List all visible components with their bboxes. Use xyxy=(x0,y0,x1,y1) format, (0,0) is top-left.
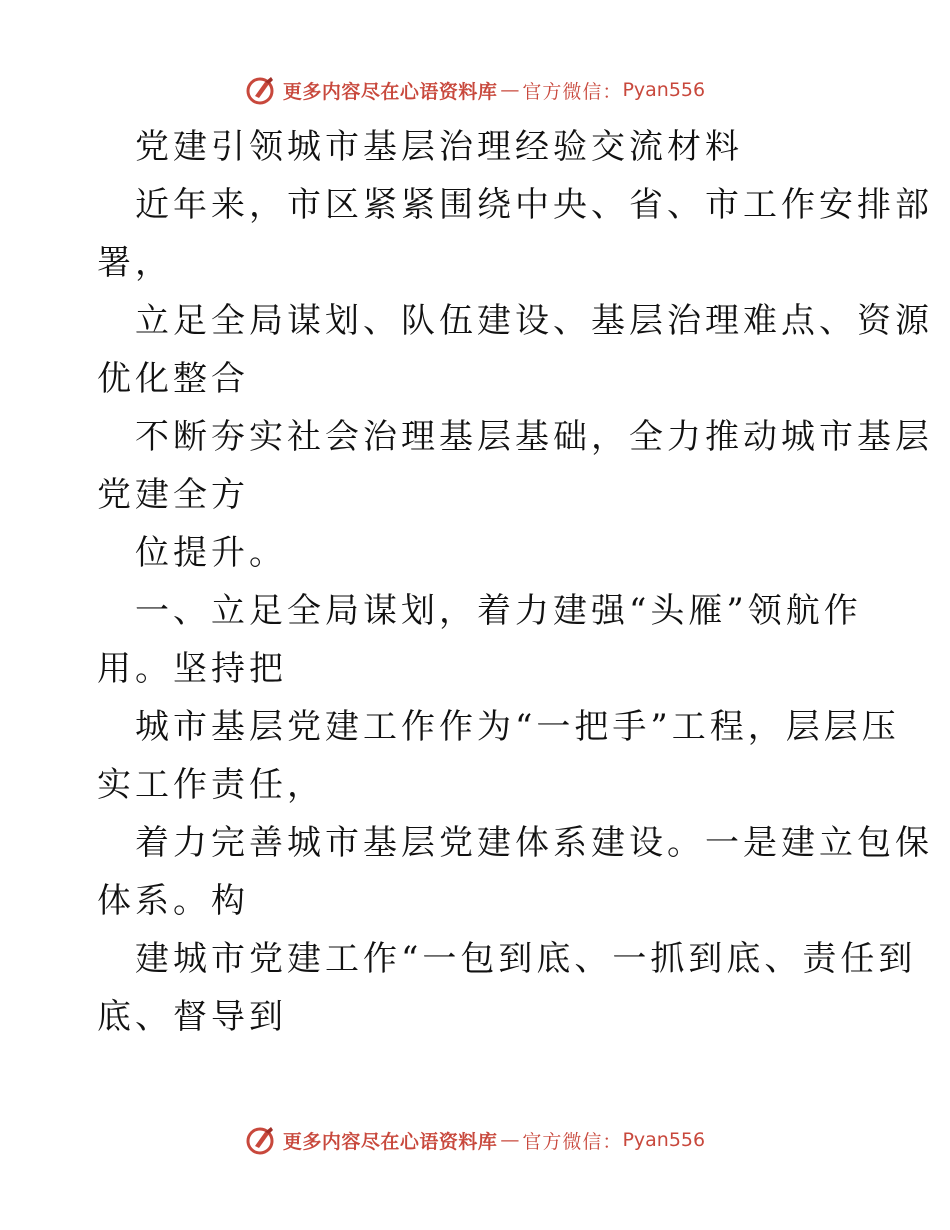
watermark-main-text: 更多内容尽在心语资料库 xyxy=(282,1130,498,1153)
paragraph-line: 近年来，市区紧紧围绕中央、省、市工作安排部 xyxy=(135,185,933,225)
paragraph-line: 底、督导到 xyxy=(97,997,287,1037)
document-body xyxy=(97,118,933,1046)
watermark-wechat-id: Pyan556 xyxy=(622,1129,706,1151)
watermark-main-text: 更多内容尽在心语资料库 xyxy=(282,80,498,103)
paragraph-line: 署， xyxy=(97,243,173,283)
paragraph-line: 建城市党建工作“一包到底、一抓到底、责任到 xyxy=(135,939,917,979)
paragraph-line: 一、立足全局谋划，着力建强“头雁”领航作 xyxy=(135,591,862,631)
document-title: 党建引领城市基层治理经验交流材料 xyxy=(135,127,743,167)
watermark-sub-text: 官方微信： xyxy=(522,80,623,103)
paragraph-line: 立足全局谋划、队伍建设、基层治理难点、资源 xyxy=(135,301,933,341)
paragraph-line: 实工作责任， xyxy=(97,765,325,805)
paragraph-line: 体系。构 xyxy=(97,881,249,921)
watermark-wechat-id: Pyan556 xyxy=(622,79,706,101)
paragraph-line: 着力完善城市基层党建体系建设。一是建立包保 xyxy=(135,823,933,863)
brand-logo-icon xyxy=(245,74,277,106)
paragraph-line: 优化整合 xyxy=(97,359,249,399)
watermark-separator: — xyxy=(500,1129,520,1151)
footer-watermark xyxy=(0,1120,950,1160)
watermark-separator: — xyxy=(500,79,520,101)
paragraph-line: 用。坚持把 xyxy=(97,649,287,689)
paragraph-line: 城市基层党建工作作为“一把手”工程，层层压 xyxy=(135,707,900,747)
header-watermark xyxy=(0,70,950,110)
paragraph-line: 位提升。 xyxy=(135,533,287,573)
paragraph-line: 不断夯实社会治理基层基础，全力推动城市基层 xyxy=(135,417,933,457)
brand-logo-icon xyxy=(245,1124,277,1156)
watermark-sub-text: 官方微信： xyxy=(522,1130,623,1153)
paragraph-line: 党建全方 xyxy=(97,475,249,515)
